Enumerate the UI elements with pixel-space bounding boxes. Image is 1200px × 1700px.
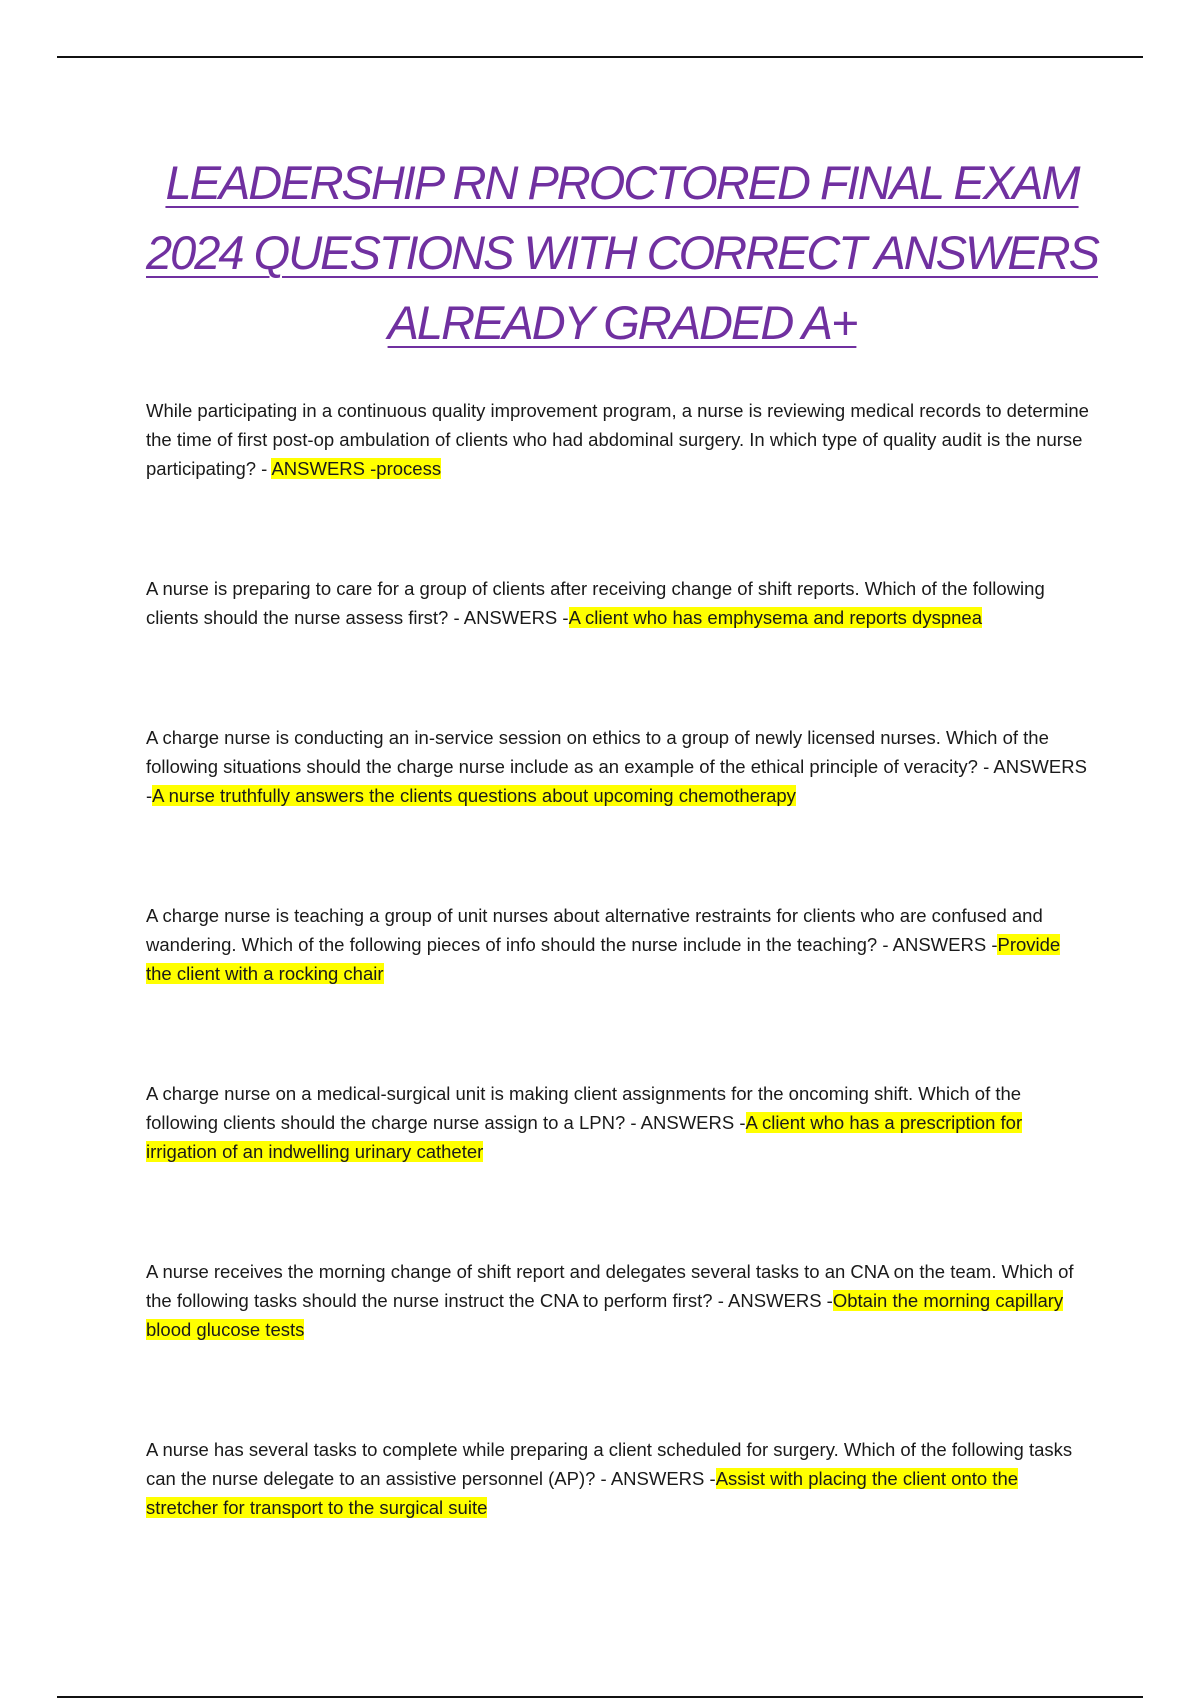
top-rule (57, 56, 1143, 58)
question-text: A nurse receives the morning change of shift report and delegates several tasks to an CNA on the team. Which of the following tasks should the nurse instruct the CNA to perform first? - (146, 1261, 1074, 1311)
answer-highlight: A nurse truthfully answers the clients questions about upcoming chemotherapy (152, 785, 796, 806)
answer-highlight: A client who has emphysema and reports dyspnea (568, 607, 982, 628)
answer-highlight: Obtain the morning capillary blood glucose tests (146, 1290, 1064, 1340)
qa-item-7 (146, 1435, 1090, 1522)
title-line-3: ALREADY GRADED A+ (387, 296, 857, 349)
question-text: A nurse has several tasks to complete while preparing a client scheduled for surgery. Which of the following tasks can the nurse delegate to an assistive personnel (AP)? - (146, 1439, 1073, 1489)
qa-item-4 (146, 901, 1090, 988)
answer-prefix: ANSWERS - (892, 934, 998, 955)
qa-item-1 (146, 396, 1090, 483)
bottom-rule (57, 1696, 1143, 1698)
title-line-2: 2024 QUESTIONS WITH CORRECT ANSWERS (146, 226, 1098, 279)
qa-item-6 (146, 1257, 1090, 1344)
question-text: A charge nurse on a medical-surgical unit is making client assignments for the oncoming shift. Which of the following clients should the charge nurse assign to a LPN? - (146, 1083, 1022, 1133)
document-title (110, 148, 1134, 358)
qa-item-3 (146, 723, 1090, 810)
answer-highlight: A client who has a prescription for irrigation of an indwelling urinary catheter (146, 1112, 1023, 1162)
qa-item-5 (146, 1079, 1090, 1166)
answer-highlight: Assist with placing the client onto the stretcher for transport to the surgical suite (146, 1468, 1019, 1518)
answer-prefix: ANSWERS - (463, 607, 569, 628)
answer-prefix: ANSWERS - (610, 1468, 716, 1489)
answer-prefix: ANSWERS - (146, 756, 1087, 806)
answer-prefix: ANSWERS - (640, 1112, 746, 1133)
question-text: A charge nurse is teaching a group of unit nurses about alternative restraints for clients who are confused and wandering. Which of the following pieces of info should the nurse include in the teaching? - (146, 905, 1043, 955)
question-list (146, 396, 1090, 1613)
answer-highlight: Provide the client with a rocking chair (146, 934, 1061, 984)
title-line-1: LEADERSHIP RN PROCTORED FINAL EXAM (165, 156, 1079, 209)
question-text: A charge nurse is conducting an in-service session on ethics to a group of newly licensed nurses. Which of the following situations should the charge nurse include as an example of the ethical principle of veracity? - (146, 727, 1049, 777)
qa-item-2 (146, 574, 1090, 632)
answer-prefix: ANSWERS - (728, 1290, 833, 1311)
answer-highlight: ANSWERS -process (271, 458, 442, 479)
question-text: A nurse is preparing to care for a group of clients after receiving change of shift reports. Which of the following clients should the nurse assess first? - (146, 578, 1045, 628)
question-text: While participating in a continuous quality improvement program, a nurse is reviewing medical records to determine the time of first post-op ambulation of clients who had abdominal surgery. In which type of quality audit is the nurse participating? - (146, 400, 1089, 479)
